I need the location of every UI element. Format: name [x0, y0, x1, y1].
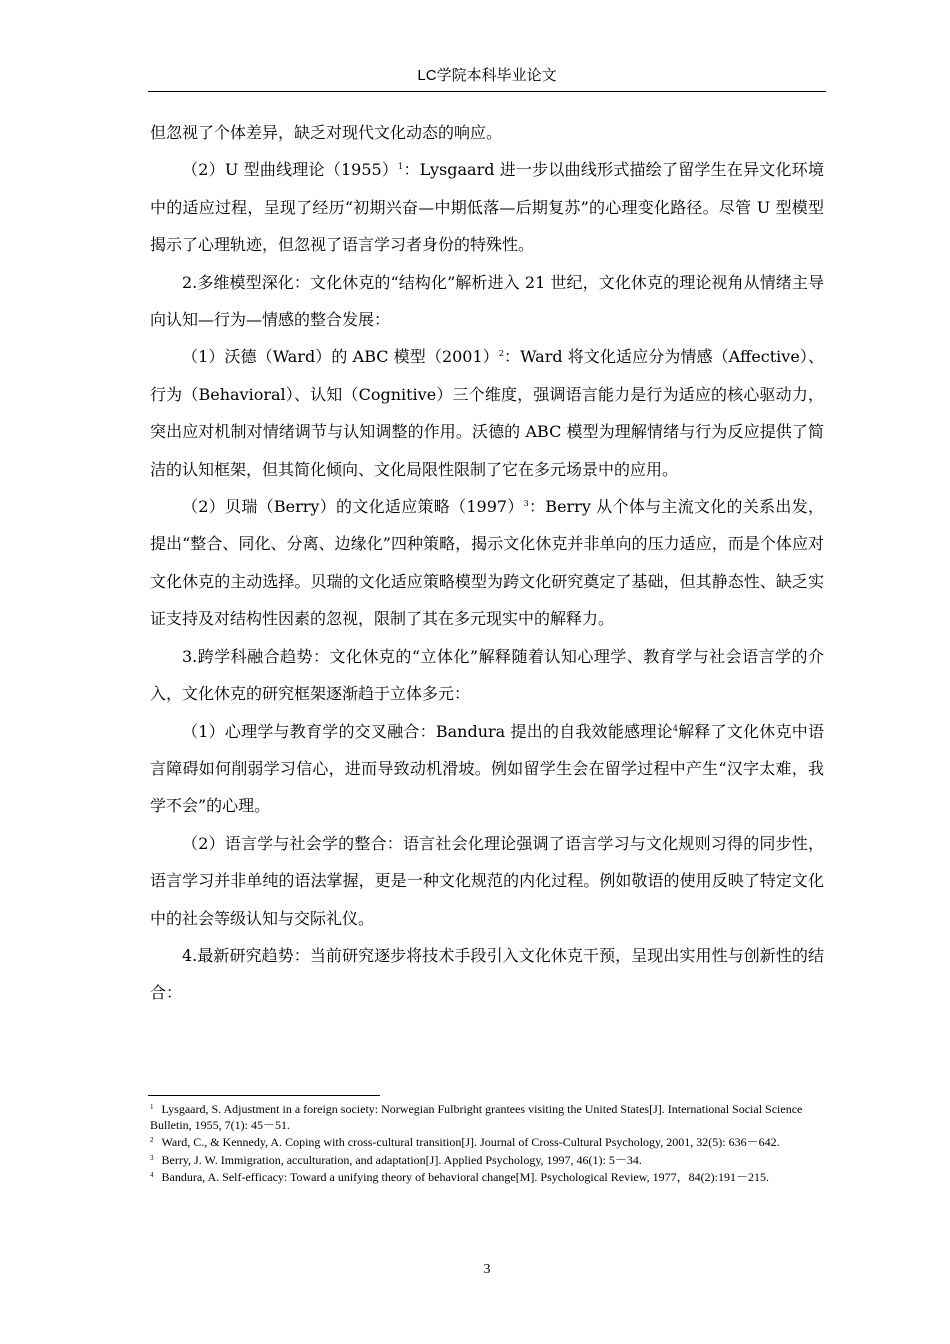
- footnote-ref-2[interactable]: 2: [498, 349, 504, 359]
- footnote-mark: 4: [150, 1170, 154, 1179]
- paragraph-2-lead: （2）U 型曲线理论（1955）: [182, 160, 399, 180]
- footnote-ref-1[interactable]: 1: [398, 162, 404, 172]
- body-text: [150, 114, 824, 1012]
- page-header-title: LC学院本科毕业论文: [417, 67, 557, 84]
- header-divider: [148, 91, 826, 92]
- paragraph-4-lead: （1）沃德（Ward）的 ABC 模型（2001）: [182, 347, 499, 367]
- footnote-ref-4[interactable]: 4: [672, 723, 678, 733]
- paragraph-4: [150, 338, 824, 488]
- paragraph-6: 3.跨学科融合趋势：文化休克的“立体化”解释随着认知心理学、教育学与社会语言学的介入，文化休克的研究框架逐渐趋于立体多元：: [150, 646, 824, 704]
- paragraph-7-lead: （1）心理学与教育学的交叉融合：Bandura 提出的自我效能感理论: [182, 721, 673, 741]
- page-number: 3: [483, 1262, 491, 1277]
- footnote-mark: 2: [150, 1136, 154, 1145]
- footnote: [150, 1134, 824, 1150]
- paragraph-5-lead: （2）贝瑞（Berry）的文化适应策略（1997）: [182, 497, 524, 517]
- paragraph-5-rest: ：Berry 从个体与主流文化的关系出发，提出“整合、同化、分离、边缘化”四种策略，揭示文化休克并非单向的压力适应，而是个体应对文化休克的主动选择。贝瑞的文化适应策略模型为跨文化研究奠定了基础，但其静态性、缺乏实证支持及对结构性因素的忽视，限制了其在多元现实中的解释力。: [150, 497, 824, 629]
- paragraph-7: [150, 713, 824, 825]
- footnote: [150, 1152, 824, 1168]
- paragraph-2: [150, 151, 824, 263]
- footnote-text: Bandura, A. Self-efficacy: Toward a unifying theory of behavioral change[M]. Psychological Review, 1977，84(2):191－215.: [161, 1169, 769, 1184]
- paragraph-3: 2.多维模型深化：文化休克的“结构化”解析进入 21 世纪，文化休克的理论视角从情绪主导向认知—行为—情感的整合发展：: [150, 272, 824, 330]
- footnotes: [150, 1101, 824, 1186]
- footnote-ref-3[interactable]: 3: [523, 499, 529, 509]
- footnote: [150, 1169, 824, 1185]
- paragraph-1: 但忽视了个体差异，缺乏对现代文化动态的响应。: [150, 123, 503, 142]
- paragraph-8: （2）语言学与社会学的整合：语言社会化理论强调了语言学习与文化规则习得的同步性，语言学习并非单纯的语法掌握，更是一种文化规范的内化过程。例如敬语的使用反映了特定文化中的社会等级认知与交际礼仪。: [150, 833, 824, 928]
- footnote-text: Ward, C., & Kennedy, A. Coping with cross-cultural transition[J]. Journal of Cross-Cultural Psychology, 2001, 32(5): 636－642.: [161, 1135, 780, 1150]
- paragraph-9: 4.最新研究趋势：当前研究逐步将技术手段引入文化休克干预，呈现出实用性与创新性的结合：: [150, 945, 824, 1003]
- paragraph-7-rest: 解释了文化休克中语言障碍如何削弱学习信心，进而导致动机滑坡。例如留学生会在留学过程中产生“汉字太难，我学不会”的心理。: [150, 721, 824, 816]
- paragraph-5: [150, 488, 824, 638]
- footnote-mark: 3: [150, 1153, 154, 1162]
- footnote-text: Lysgaard, S. Adjustment in a foreign society: Norwegian Fulbright grantees visiting the United States[J]. International Social Science Bulletin, 1955, 7(1): 45－51.: [150, 1102, 803, 1133]
- paragraph-2-rest: ：Lysgaard 进一步以曲线形式描绘了留学生在异文化环境中的适应过程，呈现了经历“初期兴奋—中期低落—后期复苏”的心理变化路径。尽管 U 型模型揭示了心理轨迹，但忽视了语言学习者身份的特殊性。: [150, 160, 824, 255]
- footnote: [150, 1101, 824, 1133]
- footnote-text: Berry, J. W. Immigration, acculturation, and adaptation[J]. Applied Psychology, 1997, 46(1): 5－34.: [161, 1152, 642, 1167]
- paragraph-4-rest: ：Ward 将文化适应分为情感（Affective）、行为（Behavioral）、认知（Cognitive）三个维度，强调语言能力是行为适应的核心驱动力，突出应对机制对情绪调节与认知调整的作用。沃德的 ABC 模型为理解情绪与行为反应提供了简洁的认知框架，但其简化倾向、文化局限性限制了它在多元场景中的应用。: [150, 347, 824, 479]
- footnote-divider: [148, 1095, 380, 1096]
- footnote-mark: 1: [150, 1103, 154, 1111]
